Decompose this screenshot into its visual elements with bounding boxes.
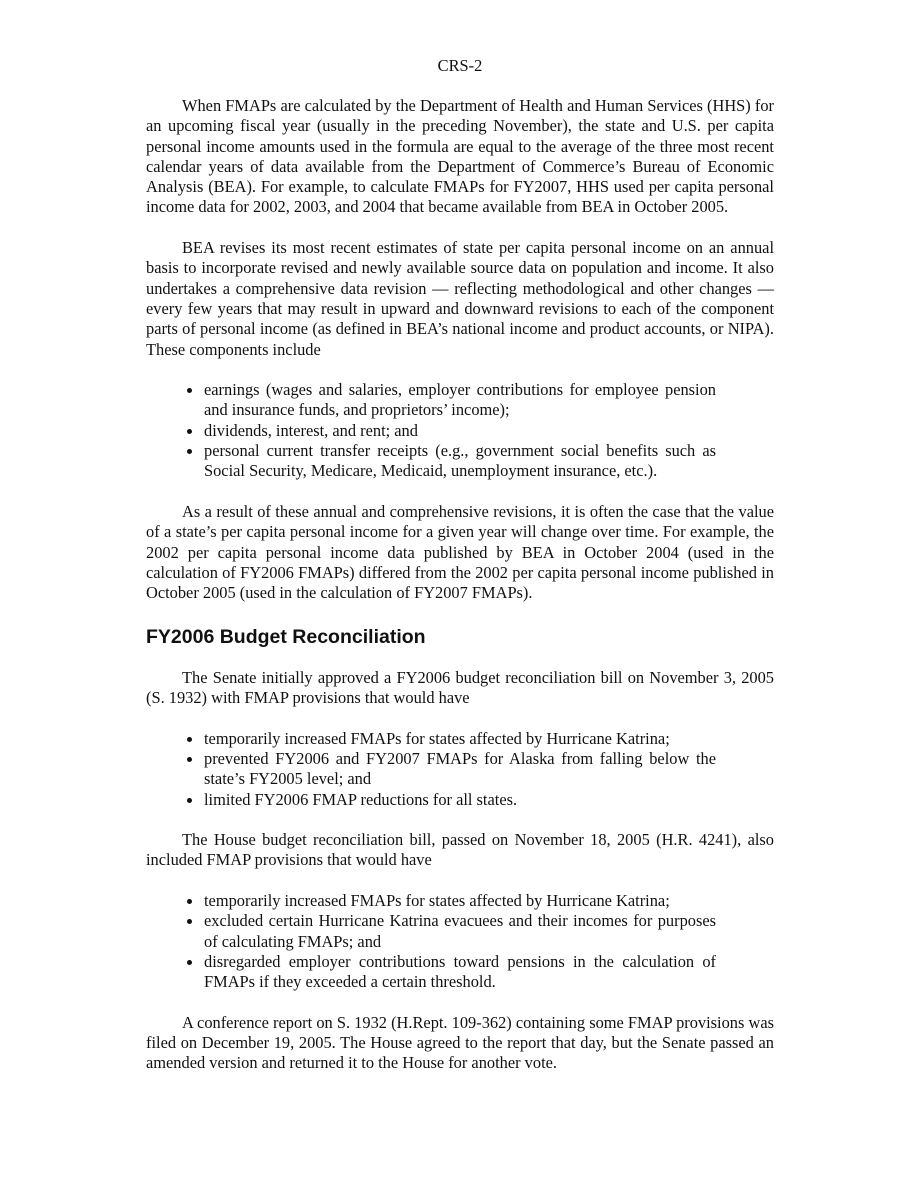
paragraph-bea-revisions: BEA revises its most recent estimates of state per capita personal income on an annual basis to incorporate revised and newly available source data on population and income. It also undertakes a comprehensive data revision — reflecting methodological and other changes — every few years that may result in upward and downward revisions to each of the component parts of personal income (as defined in BEA’s national income and product accounts, or NIPA). These components include	[146, 238, 774, 359]
list-item: excluded certain Hurricane Katrina evacuees and their incomes for purposes of calculating FMAPs; and	[186, 911, 716, 952]
income-components-list	[146, 380, 716, 481]
document-page	[146, 54, 774, 1074]
paragraph-senate-bill: The Senate initially approved a FY2006 budget reconciliation bill on November 3, 2005 (S. 1932) with FMAP provisions that would have	[146, 667, 774, 708]
section-heading: FY2006 Budget Reconciliation	[146, 625, 426, 648]
list-item: dividends, interest, and rent; and	[186, 421, 716, 441]
paragraph-house-bill: The House budget reconciliation bill, passed on November 18, 2005 (H.R. 4241), also included FMAP provisions that would have	[146, 830, 774, 870]
list-item: prevented FY2006 and FY2007 FMAPs for Alaska from falling below the state’s FY2005 level; and	[186, 749, 716, 790]
paragraph-fmap-calculation: When FMAPs are calculated by the Department of Health and Human Services (HHS) for an upcoming fiscal year (usually in the preceding November), the state and U.S. per capita personal income amounts used in the formula are equal to the average of the three most recent calendar years of data available from the Department of Commerce’s Bureau of Economic Analysis (BEA). For example, to calculate FMAPs for FY2007, HHS used per capita personal income data for 2002, 2003, and 2004 that became available from BEA in October 2005.	[146, 96, 774, 217]
paragraph-revision-result: As a result of these annual and comprehensive revisions, it is often the case that the value of a state’s per capita personal income for a given year will change over time. For example, the 2002 per capita personal income data published by BEA in October 2004 (used in the calculation of FY2006 FMAPs) differed from the 2002 per capita personal income published in October 2005 (used in the calculation of FY2007 FMAPs).	[146, 501, 774, 603]
house-provisions-list	[146, 891, 716, 992]
page-number: CRS-2	[437, 56, 483, 75]
list-item: temporarily increased FMAPs for states affected by Hurricane Katrina;	[186, 891, 716, 911]
list-item: earnings (wages and salaries, employer contributions for employee pension and insurance funds, and proprietors’ income);	[186, 380, 716, 421]
list-item: temporarily increased FMAPs for states affected by Hurricane Katrina;	[186, 729, 716, 749]
list-item: limited FY2006 FMAP reductions for all states.	[186, 790, 716, 810]
senate-provisions-list	[146, 729, 716, 810]
list-item: personal current transfer receipts (e.g., government social benefits such as Social Security, Medicare, Medicaid, unemployment insurance, etc.).	[186, 441, 716, 482]
list-item: disregarded employer contributions toward pensions in the calculation of FMAPs if they exceeded a certain threshold.	[186, 952, 716, 993]
paragraph-conference-report: A conference report on S. 1932 (H.Rept. 109-362) containing some FMAP provisions was filed on December 19, 2005. The House agreed to the report that day, but the Senate passed an amended version and returned it to the House for another vote.	[146, 1012, 774, 1073]
